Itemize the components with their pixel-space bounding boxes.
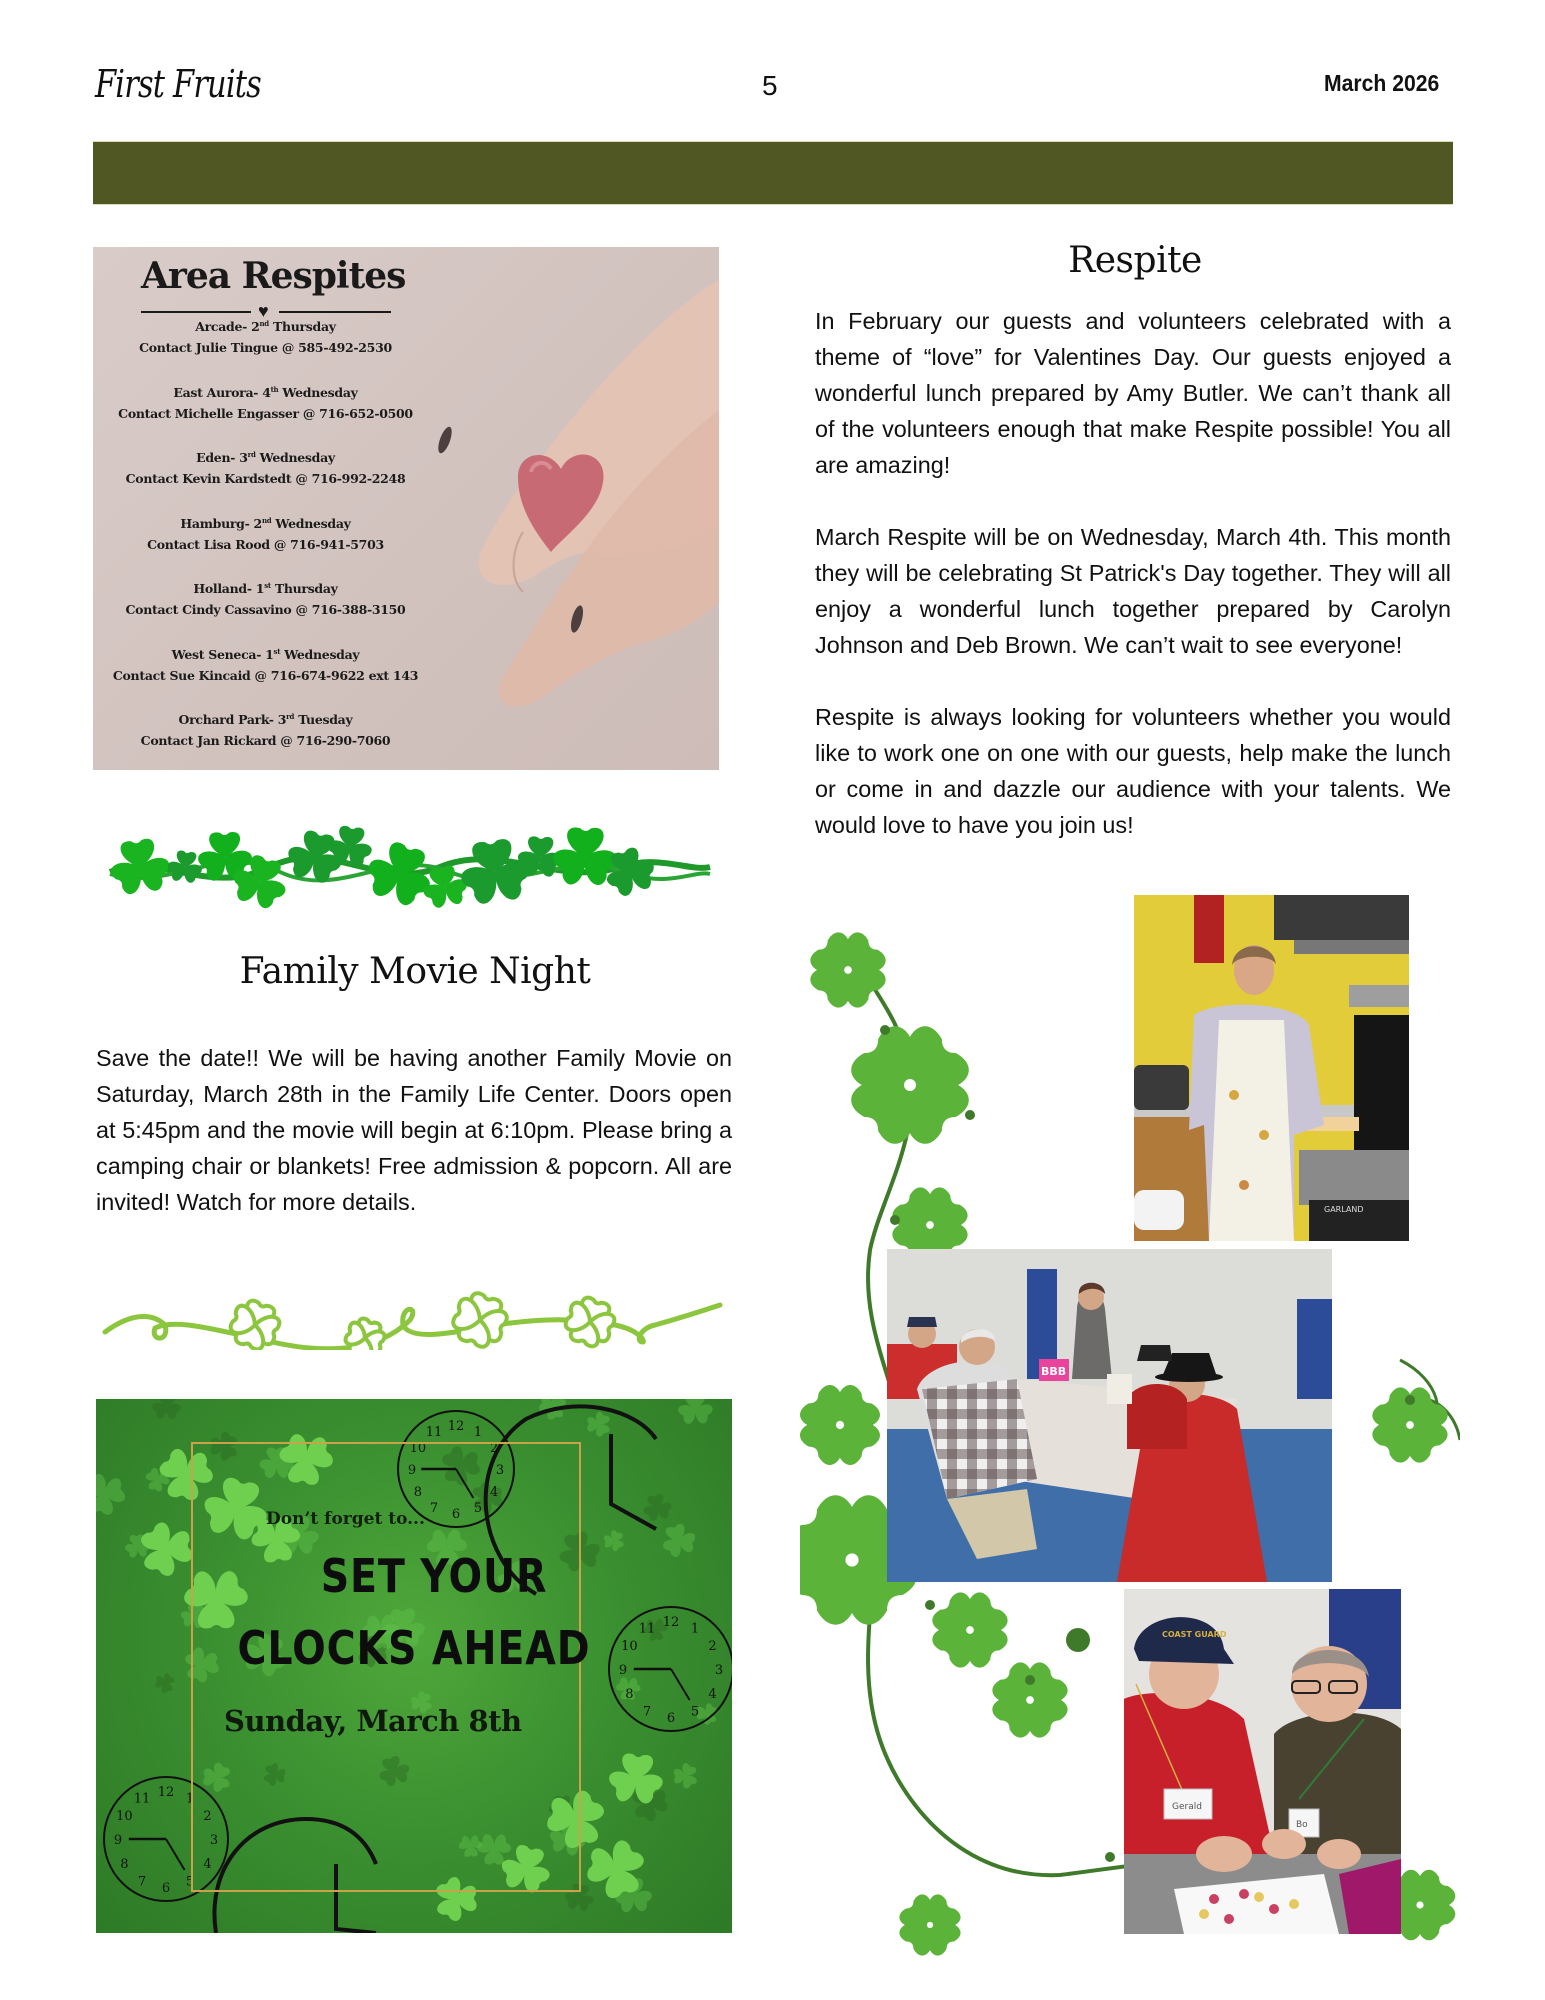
shamrock-icon [164,849,205,886]
respite-location-entry [93,379,438,445]
decorative-dot [880,1025,890,1035]
area-respites-title: Area Respites [141,255,406,297]
clock-number: 11 [133,1791,151,1807]
poster-headline-line2: CLOCKS AHEAD [237,1621,591,1675]
respite-contact: Contact Kevin Kardstedt @ 716-992-2248 [125,471,406,487]
respite-ordinal-suffix: nd [259,319,269,328]
header-bar [93,141,1453,205]
clock-number: 1 [690,1621,700,1637]
respite-schedule: Arcade- 2nd Thursday [195,319,336,335]
respite-location-entry [93,641,438,707]
clock-number: 10 [621,1639,638,1654]
respite-location: Orchard Park [178,712,269,728]
clock-number: 7 [137,1874,147,1890]
fingernail [436,425,455,455]
respite-contact: Contact Sue Kincaid @ 716-674-9622 ext 143 [112,667,419,683]
respite-contact: Contact Jan Rickard @ 716-290-7060 [140,733,391,749]
respite-location: West Seneca [171,646,257,662]
clock-number: 2 [708,1639,717,1654]
clock-number: 6 [451,1507,461,1522]
respite-schedule: Holland- 1st Thursday [193,581,338,597]
respite-ordinal-suffix: rd [247,450,256,459]
respite-location-entry [93,510,438,576]
clock-number: 7 [429,1501,439,1517]
respite-paragraph: Respite is always looking for volunteers whether you would like to work one on one with our guests, help make the lunch or come in and dazzle our audience with your talents. We would love to have you join us! [815,704,1451,838]
stove-brand-label: GARLAND [1324,1205,1364,1214]
four-leaf-clover-icon [1359,1374,1460,1476]
clock-number: 9 [113,1833,123,1848]
clock-number: 12 [447,1419,465,1434]
clock-number: 3 [495,1463,505,1478]
light-shamrock-vine-divider [95,1280,725,1350]
clock-number: 4 [203,1857,212,1872]
respite-ordinal: 4 [262,384,271,400]
four-leaf-clover-icon [800,1371,894,1480]
respite-location-entry [93,575,438,641]
respite-schedule: West Seneca- 1st Wednesday [171,646,360,662]
respite-location: Hamburg [180,515,245,531]
respite-paragraph: March Respite will be on Wednesday, March 4th. This month they will be celebrating St Patrick's Day together. They will all enjoy a wonderful lunch together prepared by Carolyn Johnson and Deb Brown. We can’t wait to see everyone! [815,524,1451,658]
respite-ordinal-suffix: st [264,581,271,590]
respite-ordinal-suffix: nd [261,515,272,525]
movie-night-body [96,1040,732,1220]
clock-number: 5 [690,1704,700,1720]
clock-number: 8 [625,1687,634,1702]
respite-location: Eden [196,450,231,466]
respite-contact: Contact Michelle Engasser @ 716-652-0500 [118,405,413,421]
heart-icon: ♥ [258,301,269,321]
poster-headline-line1: SET YOUR [320,1549,548,1603]
background-shamrock-icon [96,1469,131,1518]
name-badge-gerald: Gerald [1172,1802,1202,1812]
clock-number: 2 [203,1809,212,1824]
background-shamrock-icon [148,1399,186,1426]
respite-schedule: Orchard Park- 3rd Tuesday [178,712,353,728]
clock-number: 11 [638,1621,656,1637]
clock-number: 5 [185,1874,195,1890]
svg-text:BBB: BBB [1041,1365,1067,1378]
decorative-dot [890,1215,900,1225]
clock-number: 10 [409,1441,427,1456]
respite-day: Thursday [272,319,336,335]
decorative-dot [1066,1628,1090,1652]
clock-number: 4 [708,1687,717,1702]
clock-number: 8 [120,1857,129,1872]
outlined-shamrock-icon [561,1293,619,1350]
photo-two-guests-at-table [1124,1589,1401,1934]
shamrock-icon [454,836,537,910]
respite-locations-list [93,313,438,770]
respite-contact: Contact Julie Tingue @ 585-492-2530 [139,340,392,356]
four-leaf-clover-icon [979,1649,1081,1751]
clock-number: 8 [413,1485,423,1500]
clock-number: 5 [473,1501,483,1517]
respite-contact: Contact Cindy Cassavino @ 716-388-3150 [125,602,406,618]
respite-ordinal-suffix: rd [286,712,295,721]
respite-title: Respite [1068,240,1202,281]
respite-day: Wednesday [284,646,360,662]
shamrock-icon [105,836,176,899]
decorative-dot [1105,1852,1115,1862]
movie-night-paragraph: Save the date!! We will be having another Family Movie on Saturday, March 28th in the Family Life Center. Doors open at 5:45pm and the movie will begin at 6:10pm. Please bring a camping chair or blankets! Free admission & popcorn. All are invited! Watch for more details. [96,1045,732,1215]
movie-night-title: Family Movie Night [239,951,591,992]
shamrock-vine-divider [100,812,720,912]
clock-number: 7 [642,1704,652,1720]
set-clocks-ahead-poster [96,1399,732,1933]
clock-number: 10 [116,1809,133,1824]
respite-day: Thursday [274,581,338,597]
respite-body [815,303,1451,843]
outlined-shamrock-icon [342,1315,388,1350]
clock-number: 3 [714,1663,724,1678]
respite-day: Wednesday [282,384,358,400]
clock-number: 2 [489,1441,499,1456]
respite-day: Wednesday [259,450,335,466]
respite-schedule: Hamburg- 2nd Wednesday [180,515,351,531]
clock-number: 9 [407,1463,417,1478]
respite-contact: Contact Lisa Rood @ 716-941-5703 [147,536,384,552]
decorative-dot [1025,1675,1035,1685]
respite-location-entry [93,313,438,379]
page-number: 5 [762,70,778,101]
respite-location: Arcade [195,319,243,335]
fire-extinguisher [1194,895,1224,963]
hands-holding-heart-illustration [423,247,719,770]
respite-ordinal-suffix: st [273,646,281,656]
respite-ordinal: 1 [265,646,274,662]
poster-lead-text: Don’t forget to... [266,1509,425,1529]
clock-number: 3 [209,1833,219,1848]
decorative-dot [1405,1395,1415,1405]
background-shamrock-icon [672,1399,719,1433]
clock-number: 9 [618,1663,628,1678]
respite-day: Wednesday [275,515,351,531]
background-shamrock-icon [696,1701,719,1727]
clock-number: 4 [489,1485,499,1500]
four-leaf-clover-icon [919,1579,1021,1681]
photo-guests-playing-game [887,1249,1332,1582]
background-shamrock-icon [640,1492,675,1524]
respite-location: East Aurora [173,384,254,400]
respite-ordinal: 2 [253,515,262,531]
respite-ordinal: 3 [277,712,287,728]
name-badge-bo: Bo [1296,1820,1308,1830]
svg-text:COAST GUARD: COAST GUARD [1162,1630,1227,1639]
clock-number: 12 [157,1785,175,1800]
respite-location: Holland [193,581,247,597]
respite-ordinal: 3 [239,450,248,466]
respite-paragraph: In February our guests and volunteers celebrated with a theme of “love” for Valentines Day. Our guests enjoyed a wonderful lunch prepared by Amy Butler. We can’t thank all of the volunteers enough that make Respite possible! You all are amazing! [815,308,1451,478]
respite-ordinal: 1 [255,581,265,597]
clock-number: 12 [662,1615,680,1630]
respite-location-entry [93,706,438,770]
outlined-shamrock-icon [448,1288,512,1350]
clock-number: 11 [425,1424,443,1440]
publication-name: First Fruits [95,62,261,106]
clock-number: 6 [666,1711,676,1726]
four-leaf-clover-icon [830,1005,990,1165]
respite-schedule: East Aurora- 4th Wednesday [173,384,358,400]
clock-number: 6 [161,1881,171,1896]
clock-number: 1 [473,1424,483,1440]
respite-ordinal: 2 [251,319,260,335]
respite-day: Tuesday [298,712,353,728]
decorative-dot [925,1600,935,1610]
background-shamrock-icon [667,1758,703,1793]
photo-volunteer-cooking [1134,895,1409,1241]
respite-location-entry [93,444,438,510]
area-respites-image [93,247,719,770]
issue-date: March 2026 [1324,70,1440,96]
respite-ordinal-suffix: th [270,384,279,394]
clock-number: 1 [185,1791,195,1807]
decorative-dot [965,1110,975,1120]
poster-date: Sunday, March 8th [224,1704,522,1738]
four-leaf-clover-icon [800,920,899,1021]
four-leaf-clover-icon [889,1884,972,1960]
respite-schedule: Eden- 3rd Wednesday [196,450,335,466]
